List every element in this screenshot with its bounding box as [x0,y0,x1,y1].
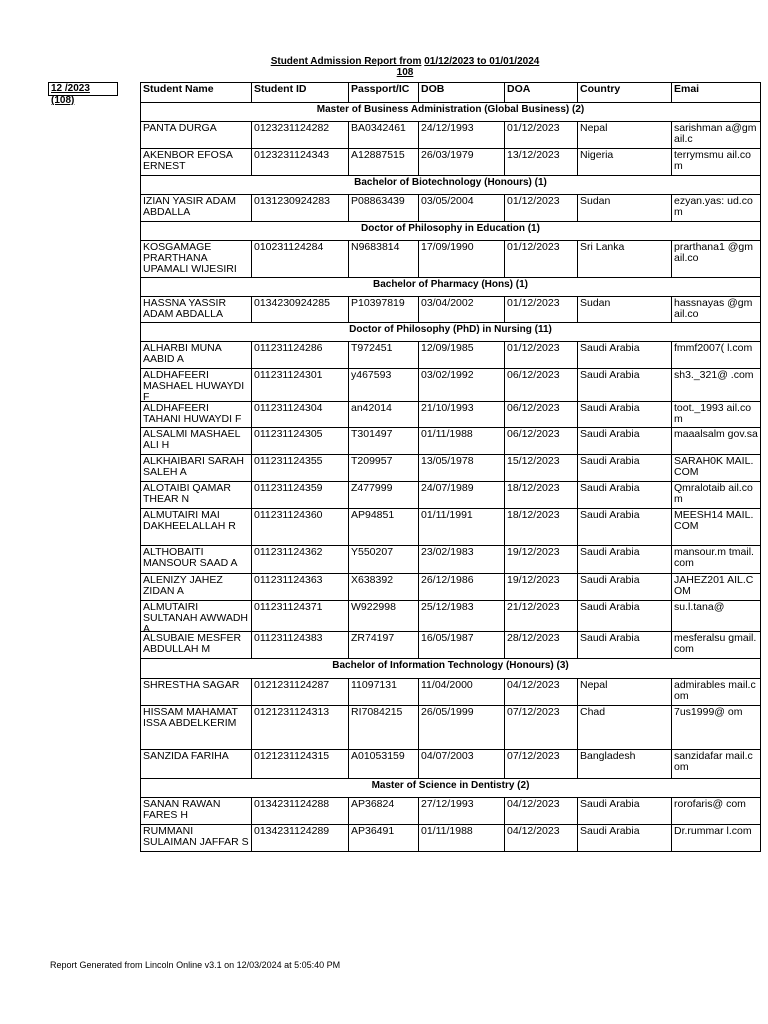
student-dob-cell: 04/07/2003 [418,749,505,779]
student-doa-cell: 18/12/2023 [504,508,578,546]
student-email-cell: SARAH0K MAIL.COM [671,454,761,482]
student-name-cell: ALDHAFEERI MASHAEL HUWAYDI F [140,368,252,402]
student-doa-cell: 28/12/2023 [504,631,578,659]
student-id-cell: 011231124383 [251,631,349,659]
student-id-cell: 0121231124315 [251,749,349,779]
student-email-cell: sh3._321@ .com [671,368,761,402]
student-id-cell: 011231124301 [251,368,349,402]
student-passport-cell: X638392 [348,573,419,601]
student-id-cell: 0134231124288 [251,797,349,825]
student-name-cell: IZIAN YASIR ADAM ABDALLA [140,194,252,222]
student-country-cell: Nigeria [577,148,672,176]
student-dob-cell: 03/04/2002 [418,296,505,323]
student-doa-cell: 01/12/2023 [504,296,578,323]
student-email-cell: Qmralotaib ail.com [671,481,761,509]
student-doa-cell: 19/12/2023 [504,545,578,574]
student-name-cell: ALSUBAIE MESFER ABDULLAH M [140,631,252,659]
student-id-cell: 011231124359 [251,481,349,509]
student-id-cell: 0123231124343 [251,148,349,176]
column-header: Student ID [251,82,349,103]
student-dob-cell: 23/02/1983 [418,545,505,574]
student-country-cell: Saudi Arabia [577,600,672,632]
program-group-header: Bachelor of Biotechnology (Honours) (1) [140,175,761,195]
student-passport-cell: ZR74197 [348,631,419,659]
student-id-cell: 011231124363 [251,573,349,601]
program-group-header: Bachelor of Information Technology (Honours) (3) [140,658,761,679]
student-name-cell: KOSGAMAGE PRARTHANA UPAMALI WIJESIRI [140,240,252,278]
student-name-cell: ALSALMI MASHAEL ALI H [140,427,252,455]
student-country-cell: Saudi Arabia [577,631,672,659]
student-dob-cell: 26/05/1999 [418,705,505,750]
student-id-cell: 011231124362 [251,545,349,574]
student-email-cell: terrymsmu ail.com [671,148,761,176]
student-dob-cell: 27/12/1993 [418,797,505,825]
program-group-header: Bachelor of Pharmacy (Hons) (1) [140,277,761,297]
student-name-cell: SANAN RAWAN FARES H [140,797,252,825]
student-name-cell: SANZIDA FARIHA [140,749,252,779]
student-passport-cell: A12887515 [348,148,419,176]
student-passport-cell: A01053159 [348,749,419,779]
student-doa-cell: 01/12/2023 [504,341,578,369]
student-doa-cell: 21/12/2023 [504,600,578,632]
student-name-cell: ALKHAIBARI SARAH SALEH A [140,454,252,482]
student-passport-cell: Z477999 [348,481,419,509]
program-group-header: Doctor of Philosophy in Education (1) [140,221,761,241]
student-country-cell: Saudi Arabia [577,824,672,852]
student-doa-cell: 06/12/2023 [504,427,578,455]
student-name-cell: ALOTAIBI QAMAR THEAR N [140,481,252,509]
program-group-header: Doctor of Philosophy (PhD) in Nursing (11) [140,322,761,342]
student-country-cell: Saudi Arabia [577,368,672,402]
student-dob-cell: 24/07/1989 [418,481,505,509]
student-id-cell: 0131230924283 [251,194,349,222]
student-passport-cell: P10397819 [348,296,419,323]
student-email-cell: sanzidafar mail.com [671,749,761,779]
report-date-range: 01/12/2023 to 01/01/2024 [424,56,540,67]
student-id-cell: 011231124286 [251,341,349,369]
student-country-cell: Saudi Arabia [577,454,672,482]
student-passport-cell: AP36491 [348,824,419,852]
student-email-cell: fmmf2007( l.com [671,341,761,369]
period-label: 12 /2023 (108) [48,82,118,96]
student-country-cell: Saudi Arabia [577,401,672,428]
student-email-cell: rorofaris@ com [671,797,761,825]
student-dob-cell: 17/09/1990 [418,240,505,278]
student-dob-cell: 25/12/1983 [418,600,505,632]
student-dob-cell: 26/03/1979 [418,148,505,176]
program-group-header: Master of Science in Dentistry (2) [140,778,761,798]
report-total: 108 [396,67,414,78]
student-name-cell: ALMUTAIRI MAI DAKHEELALLAH R [140,508,252,546]
student-dob-cell: 11/04/2000 [418,678,505,706]
student-country-cell: Sudan [577,194,672,222]
student-doa-cell: 04/12/2023 [504,824,578,852]
student-id-cell: 0121231124287 [251,678,349,706]
student-id-cell: 011231124304 [251,401,349,428]
student-doa-cell: 01/12/2023 [504,194,578,222]
student-email-cell: hassnayas @gmail.co [671,296,761,323]
student-id-cell: 011231124305 [251,427,349,455]
column-header: DOA [504,82,578,103]
student-email-cell: maaalsalm gov.sa [671,427,761,455]
student-id-cell: 010231124284 [251,240,349,278]
student-dob-cell: 01/11/1988 [418,824,505,852]
student-id-cell: 0134230924285 [251,296,349,323]
student-doa-cell: 07/12/2023 [504,705,578,750]
student-id-cell: 011231124360 [251,508,349,546]
student-id-cell: 011231124371 [251,600,349,632]
student-dob-cell: 01/11/1988 [418,427,505,455]
student-doa-cell: 07/12/2023 [504,749,578,779]
column-header: Passport/IC [348,82,419,103]
student-country-cell: Saudi Arabia [577,427,672,455]
student-dob-cell: 16/05/1987 [418,631,505,659]
student-email-cell: prarthana1 @gmail.co [671,240,761,278]
student-email-cell: sarishman a@gmail.c [671,121,761,149]
student-name-cell: ALDHAFEERI TAHANI HUWAYDI F [140,401,252,428]
student-country-cell: Bangladesh [577,749,672,779]
student-passport-cell: AP94851 [348,508,419,546]
student-passport-cell: T972451 [348,341,419,369]
student-name-cell: HASSNA YASSIR ADAM ABDALLA [140,296,252,323]
student-passport-cell: 11097131 [348,678,419,706]
student-dob-cell: 01/11/1991 [418,508,505,546]
student-id-cell: 0134231124289 [251,824,349,852]
student-doa-cell: 04/12/2023 [504,678,578,706]
column-header: DOB [418,82,505,103]
student-dob-cell: 03/02/1992 [418,368,505,402]
column-header: Emai [671,82,761,103]
student-passport-cell: AP36824 [348,797,419,825]
student-name-cell: SHRESTHA SAGAR [140,678,252,706]
column-header: Student Name [140,82,252,103]
student-passport-cell: Y550207 [348,545,419,574]
student-country-cell: Sudan [577,296,672,323]
program-group-header: Master of Business Administration (Global Business) (2) [140,102,761,122]
student-passport-cell: W922998 [348,600,419,632]
student-email-cell: 7us1999@ om [671,705,761,750]
student-dob-cell: 21/10/1993 [418,401,505,428]
student-country-cell: Nepal [577,678,672,706]
student-email-cell: toot._1993 ail.com [671,401,761,428]
student-country-cell: Saudi Arabia [577,545,672,574]
report-footer: Report Generated from Lincoln Online v3.1 on 12/03/2024 at 5:05:40 PM [50,960,341,970]
student-country-cell: Saudi Arabia [577,573,672,601]
student-dob-cell: 13/05/1978 [418,454,505,482]
student-name-cell: ALHARBI MUNA AABID A [140,341,252,369]
student-email-cell: mesferalsu gmail.com [671,631,761,659]
student-email-cell: admirables mail.com [671,678,761,706]
student-passport-cell: y467593 [348,368,419,402]
student-doa-cell: 01/12/2023 [504,240,578,278]
student-doa-cell: 13/12/2023 [504,148,578,176]
student-email-cell: ezyan.yas: ud.com [671,194,761,222]
student-dob-cell: 26/12/1986 [418,573,505,601]
student-id-cell: 0121231124313 [251,705,349,750]
student-doa-cell: 15/12/2023 [504,454,578,482]
student-country-cell: Nepal [577,121,672,149]
student-name-cell: HISSAM MAHAMAT ISSA ABDELKERIM [140,705,252,750]
student-doa-cell: 06/12/2023 [504,368,578,402]
student-name-cell: ALTHOBAITI MANSOUR SAAD A [140,545,252,574]
student-email-cell: su.l.tana@ [671,600,761,632]
student-passport-cell: an42014 [348,401,419,428]
student-passport-cell: N9683814 [348,240,419,278]
student-id-cell: 011231124355 [251,454,349,482]
student-name-cell: PANTA DURGA [140,121,252,149]
student-email-cell: MEESH14 MAIL.COM [671,508,761,546]
student-passport-cell: BA0342461 [348,121,419,149]
student-country-cell: Saudi Arabia [577,508,672,546]
student-country-cell: Saudi Arabia [577,481,672,509]
student-doa-cell: 01/12/2023 [504,121,578,149]
student-passport-cell: T209957 [348,454,419,482]
student-doa-cell: 19/12/2023 [504,573,578,601]
student-dob-cell: 24/12/1993 [418,121,505,149]
student-email-cell: JAHEZ201 AIL.COM [671,573,761,601]
student-country-cell: Sri Lanka [577,240,672,278]
column-header: Country [577,82,672,103]
student-email-cell: Dr.rummar l.com [671,824,761,852]
student-passport-cell: RI7084215 [348,705,419,750]
student-id-cell: 0123231124282 [251,121,349,149]
student-dob-cell: 12/09/1985 [418,341,505,369]
student-passport-cell: P08863439 [348,194,419,222]
student-country-cell: Chad [577,705,672,750]
student-email-cell: mansour.m tmail.com [671,545,761,574]
student-doa-cell: 18/12/2023 [504,481,578,509]
student-doa-cell: 04/12/2023 [504,797,578,825]
student-dob-cell: 03/05/2004 [418,194,505,222]
report-title-prefix: Student Admission Report from [270,56,422,67]
student-name-cell: RUMMANI SULAIMAN JAFFAR S [140,824,252,852]
student-name-cell: ALMUTAIRI SULTANAH AWWADH A [140,600,252,632]
student-doa-cell: 06/12/2023 [504,401,578,428]
student-country-cell: Saudi Arabia [577,797,672,825]
student-name-cell: ALENIZY JAHEZ ZIDAN A [140,573,252,601]
student-passport-cell: T301497 [348,427,419,455]
student-country-cell: Saudi Arabia [577,341,672,369]
student-name-cell: AKENBOR EFOSA ERNEST [140,148,252,176]
